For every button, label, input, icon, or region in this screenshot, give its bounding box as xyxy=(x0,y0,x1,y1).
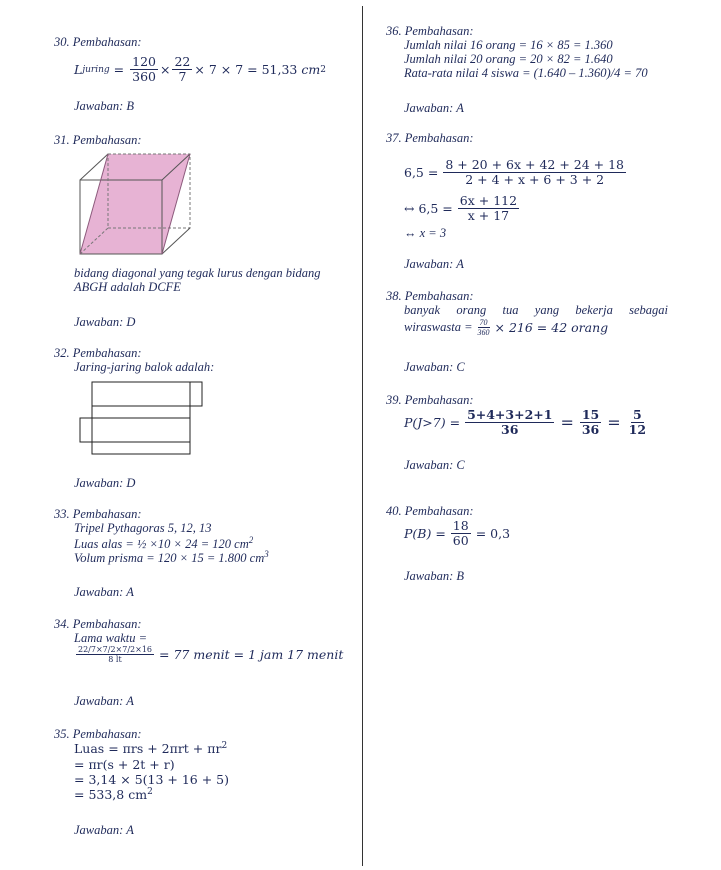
q34-frac-den: 8 lt xyxy=(108,655,122,665)
q30-answer: Jawaban: B xyxy=(74,99,135,113)
q40-formula xyxy=(404,519,510,549)
q31-title: 31. Pembahasan: xyxy=(54,133,142,147)
q38-line1: banyak orang tua yang bekerja sebagai xyxy=(404,303,668,317)
q30-rest: × 7 × 7 = 51,33 xyxy=(194,62,302,78)
q39-eq2: = xyxy=(607,413,621,433)
net-top-face xyxy=(92,382,190,406)
q39-answer: Jawaban: C xyxy=(404,458,465,472)
q37-l2-frac xyxy=(458,194,519,224)
q37-l2-den: x + 17 xyxy=(467,208,510,224)
q33-title: 33. Pembahasan: xyxy=(54,507,142,521)
q35-line1-text: Luas = πrs + 2πrt + πr xyxy=(74,741,222,756)
q39-frac1-num: 5+4+3+2+1 xyxy=(467,407,553,422)
q37-l2-lhs: ↔ 6,5 = xyxy=(404,201,453,217)
q40-frac xyxy=(451,519,471,549)
q35-line2: = πr(s + 2t + r) xyxy=(74,757,175,772)
q39-frac2-den: 36 xyxy=(581,422,600,438)
q30-lhs-sub: juring xyxy=(82,64,110,75)
q36-title: 36. Pembahasan: xyxy=(386,24,474,38)
q39-frac1-den: 36 xyxy=(501,422,519,438)
q30-unit: cm xyxy=(301,62,321,78)
q38-line2-b: × 216 = 42 orang xyxy=(494,320,609,336)
q30-frac2-den: 7 xyxy=(178,69,187,85)
q40-frac-den: 60 xyxy=(452,533,469,549)
q39-lhs: P(J>7) = xyxy=(404,415,461,431)
q32-title: 32. Pembahasan: xyxy=(54,346,142,360)
q40-frac-num: 18 xyxy=(452,518,469,533)
q39-frac3 xyxy=(627,408,648,438)
q35-line3: = 3,14 × 5(13 + 16 + 5) xyxy=(74,772,230,787)
q35-title: 35. Pembahasan: xyxy=(54,727,142,741)
net-side-tab-bottom xyxy=(80,418,92,442)
net-front-face xyxy=(92,406,190,418)
q35-line4 xyxy=(74,787,153,802)
q39-frac3-num: 5 xyxy=(633,407,642,422)
q33-line1: Tripel Pythagoras 5, 12, 13 xyxy=(74,521,212,535)
q35-line1 xyxy=(74,741,227,756)
q39-frac2-num: 15 xyxy=(581,407,600,422)
q30-frac2 xyxy=(172,55,192,85)
q37-line3: ↔ x = 3 xyxy=(404,226,447,240)
q33-line3 xyxy=(74,549,269,566)
q38-line2 xyxy=(404,318,608,337)
q30-title: 30. Pembahasan: xyxy=(54,35,142,49)
net-back-face xyxy=(92,442,190,454)
q38-answer: Jawaban: C xyxy=(404,360,465,374)
q39-frac3-den: 12 xyxy=(628,422,647,438)
q30-frac1-den: 360 xyxy=(132,69,156,85)
q38-line2-a: wiraswasta = xyxy=(404,320,473,335)
box-net-figure xyxy=(78,378,208,458)
q40-lhs: P(B) = xyxy=(404,526,446,542)
q31-answer: Jawaban: D xyxy=(74,315,136,329)
q37-l2-num: 6x + 112 xyxy=(459,193,518,208)
q31-line1: bidang diagonal yang tegak lurus dengan bidang xyxy=(74,266,321,280)
q37-answer: Jawaban: A xyxy=(404,257,464,271)
q40-title: 40. Pembahasan: xyxy=(386,504,474,518)
q30-frac1 xyxy=(130,55,158,85)
q34-frac-num: 22/7×7/2×7/2×16 xyxy=(78,645,153,654)
q33-line2-sup: 2 xyxy=(248,535,254,545)
q37-line1 xyxy=(404,158,628,188)
q37-l1-frac xyxy=(443,158,626,188)
q38-frac xyxy=(476,318,492,337)
q39-formula xyxy=(404,408,650,438)
q33-answer: Jawaban: A xyxy=(74,585,134,599)
q37-line2 xyxy=(404,194,521,224)
q36-line2: Jumlah nilai 20 orang = 20 × 82 = 1.640 xyxy=(404,52,613,66)
q36-line3: Rata-rata nilai 4 siswa = (1.640 – 1.360)/4 = 70 xyxy=(404,66,648,80)
q30-formula xyxy=(74,55,326,85)
q30-frac1-num: 120 xyxy=(132,54,156,69)
q30-lhs: L xyxy=(74,62,83,78)
q35-line1-sup: 2 xyxy=(221,741,228,751)
q39-frac2 xyxy=(580,408,601,438)
q37-l1-num: 8 + 20 + 6x + 42 + 24 + 18 xyxy=(445,157,625,172)
net-bottom-face xyxy=(92,418,190,442)
q35-line4-text: = 533,8 cm xyxy=(74,787,148,802)
q37-l1-lhs: 6,5 = xyxy=(404,165,439,181)
q30-unit-sup: 2 xyxy=(320,64,326,75)
q30-frac2-num: 22 xyxy=(174,54,191,69)
q32-line1: Jaring-jaring balok adalah: xyxy=(74,360,215,374)
q34-frac xyxy=(76,645,154,664)
q37-l1-den: 2 + 4 + x + 6 + 3 + 2 xyxy=(465,172,605,188)
q38-frac-num: 70 xyxy=(479,318,488,327)
q31-line2: ABGH adalah DCFE xyxy=(74,280,181,294)
q35-answer: Jawaban: A xyxy=(74,823,134,837)
q40-answer: Jawaban: B xyxy=(404,569,465,583)
q39-title: 39. Pembahasan: xyxy=(386,393,474,407)
q34-formula xyxy=(74,645,343,664)
q35-line4-sup: 2 xyxy=(147,787,153,797)
q36-answer: Jawaban: A xyxy=(404,101,464,115)
q33-line3-text: Volum prisma = 120 × 15 = 1.800 cm xyxy=(74,551,265,565)
q36-line1: Jumlah nilai 16 orang = 16 × 85 = 1.360 xyxy=(404,38,613,52)
q37-title: 37. Pembahasan: xyxy=(386,131,474,145)
q38-title: 38. Pembahasan: xyxy=(386,289,474,303)
q30-times: × xyxy=(159,62,171,78)
q40-rest: = 0,3 xyxy=(475,526,511,542)
q33-line3-sup: 3 xyxy=(264,549,269,559)
q30-eq: = xyxy=(113,62,125,78)
q32-answer: Jawaban: D xyxy=(74,476,136,490)
net-side-tab-top xyxy=(190,382,202,406)
q39-frac1 xyxy=(465,408,554,438)
q34-line1: Lama waktu = xyxy=(74,631,148,645)
q39-eq1: = xyxy=(560,413,574,433)
q34-title: 34. Pembahasan: xyxy=(54,617,142,631)
column-divider xyxy=(362,6,363,866)
q33-line2-text: Luas alas = ½ ×10 × 24 = 120 cm xyxy=(74,537,249,551)
cube-diagonal-figure xyxy=(70,150,200,262)
q34-result: = 77 menit = 1 jam 17 menit xyxy=(159,647,344,663)
q38-frac-den: 360 xyxy=(477,328,490,338)
q34-answer: Jawaban: A xyxy=(74,694,134,708)
